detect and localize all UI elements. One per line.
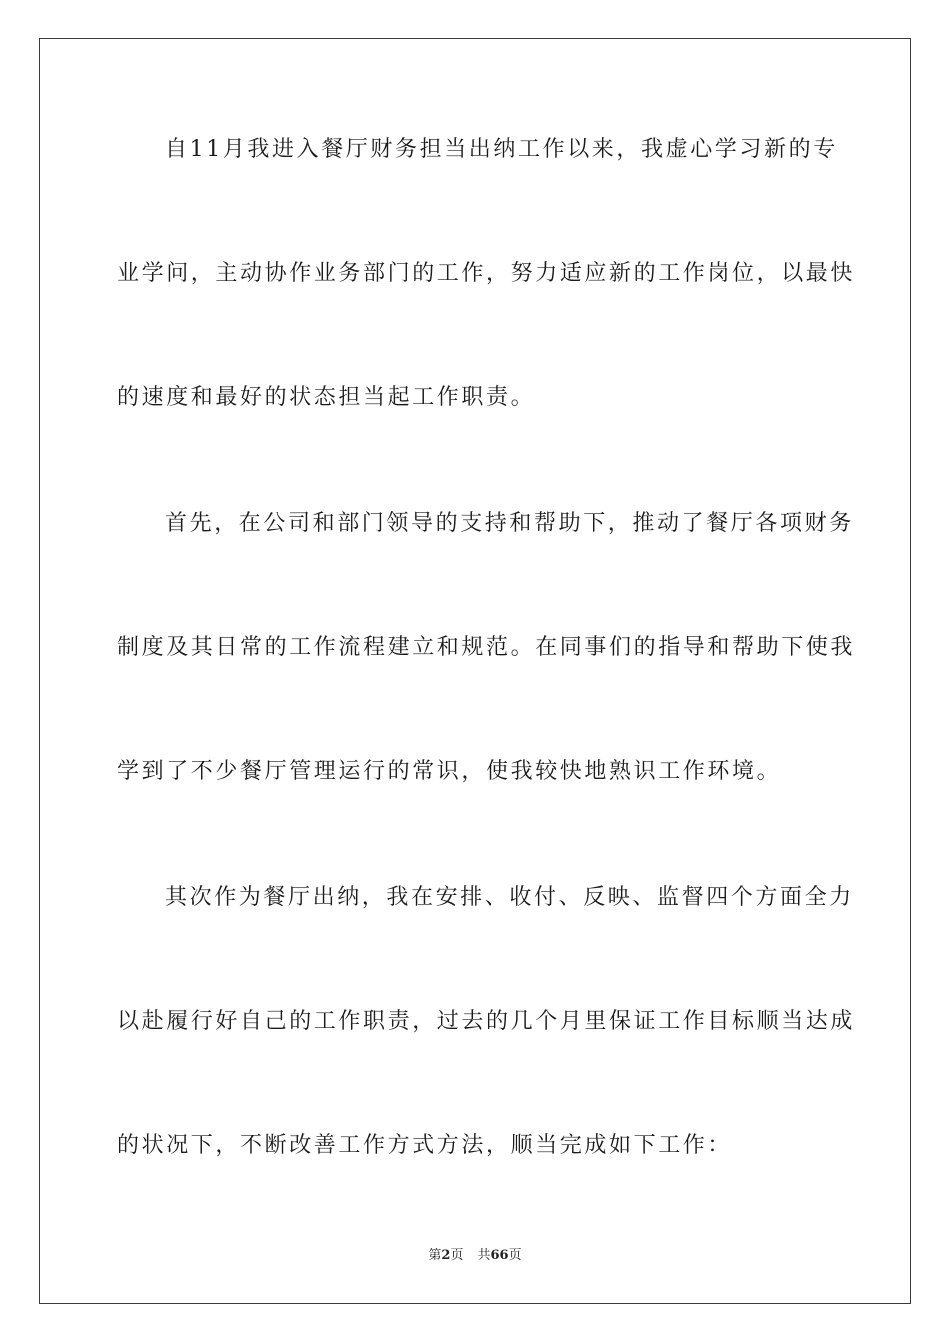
paragraph-1-line-1: 自11月我进入餐厅财务担当出纳工作以来，我虚心学习新的专 [165, 137, 838, 162]
paragraph-2-line-2: 制度及其日常的工作流程建立和规范。在同事们的指导和帮助下使我 [117, 635, 856, 660]
page-prefix: 第 [428, 1248, 442, 1263]
page-footer [0, 1247, 950, 1265]
total-pages: 66 [490, 1248, 509, 1263]
total-prefix: 共 [477, 1248, 491, 1263]
total-suffix: 页 [508, 1248, 522, 1263]
page-number: 2 [441, 1248, 451, 1263]
paragraph-2-line-3: 学到了不少餐厅管理运行的常识，使我较快地熟识工作环境。 [117, 759, 782, 784]
paragraph-1-line-3: 的速度和最好的状态担当起工作职责。 [117, 385, 536, 410]
paragraph-3-line-3: 的状况下，不断改善工作方式方法，顺当完成如下工作： [117, 1133, 733, 1158]
paragraph-1-line-2: 业学问，主动协作业务部门的工作，努力适应新的工作岗位，以最快 [117, 261, 856, 286]
paragraph-3-line-2: 以赴履行好自己的工作职责，过去的几个月里保证工作目标顺当达成 [117, 1009, 856, 1034]
paragraph-3-line-1: 其次作为餐厅出纳，我在安排、收付、反映、监督四个方面全力 [165, 885, 854, 910]
page-suffix: 页 [450, 1248, 464, 1263]
paragraph-2-line-1: 首先，在公司和部门领导的支持和帮助下，推动了餐厅各项财务 [165, 511, 854, 536]
